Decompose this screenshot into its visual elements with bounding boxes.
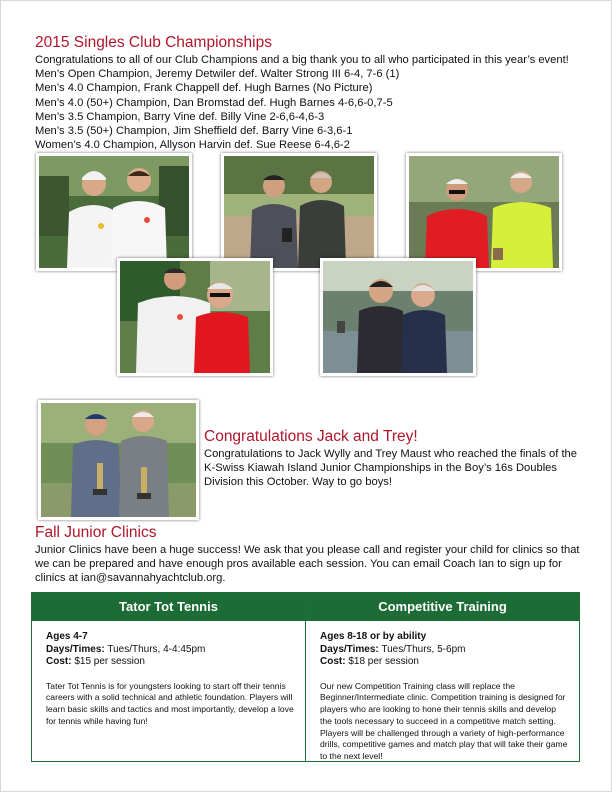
tator-tot-cost: $15 per session — [74, 656, 145, 667]
competitive-training-header: Competitive Training — [306, 593, 579, 621]
column-divider — [305, 593, 306, 761]
competitive-description: Our new Competition Training class will replace the Beginner/Intermediate clinic. Competition training is designed for players who are looking to hone their tennis skills and develop the tools necessary to succeed in a competitive match setting. Players will be challenged through a variety of high-performance drills, competitive games and match play that will take their game to the next level! — [320, 680, 568, 762]
tator-tot-ages: Ages 4-7 — [46, 631, 88, 642]
competitive-training-cell — [320, 631, 570, 763]
competitive-cost: $18 per session — [348, 656, 419, 667]
tator-tot-days: Tues/Thurs, 4-4:45pm — [107, 643, 206, 655]
result-line: Men’s 4.0 (50+) Champion, Dan Bromstad def. Hugh Barnes 4-6,6-0,7-5 — [35, 96, 393, 109]
juniors-photo — [38, 400, 199, 520]
tator-tot-header: Tator Tot Tennis — [32, 593, 305, 621]
programs-table — [31, 592, 580, 762]
championships-intro: Congratulations to all of our Club Champions and a big thank you to all who participated in this year’s event! — [35, 54, 569, 66]
competitive-days: Tues/Thurs, 5-6pm — [381, 643, 466, 655]
championships-title: 2015 Singles Club Championships — [35, 34, 272, 51]
cost-label: Cost: — [46, 656, 72, 667]
clinics-body: Junior Clinics have been a huge success! We ask that you please call and register your child for clinics so that we can be prepared and have enough pros available each session. You can email Coach Ian to sign up for clinics at ian@savannahyachtclub.org. — [35, 544, 580, 585]
cost-label: Cost: — [320, 656, 346, 667]
result-line: Men’s 3.5 Champion, Barry Vine def. Billy Vine 2-6,6-4,6-3 — [35, 110, 325, 123]
result-line: Women’s 4.0 Champion, Allyson Harvin def. Sue Reese 6-4,6-2 — [35, 139, 350, 152]
champions-photo-womens — [320, 258, 476, 376]
juniors-title: Congratulations Jack and Trey! — [204, 428, 418, 445]
days-label: Days/Times: — [46, 643, 105, 655]
days-label: Days/Times: — [320, 643, 379, 655]
juniors-body: Congratulations to Jack Wylly and Trey Maust who reached the finals of the K-Swiss Kiawah Island Junior Championships in the Boy’s 16s Doubles Division this October. Way to go boys! — [204, 448, 578, 489]
clinics-title: Fall Junior Clinics — [35, 524, 157, 541]
result-line: Men’s Open Champion, Jeremy Detwiler def. Walter Strong III 6-4, 7-6 (1) — [35, 68, 400, 81]
tator-tot-cell — [46, 631, 296, 728]
championships-text — [35, 53, 585, 152]
competitive-ages: Ages 8-18 or by ability — [320, 631, 427, 642]
champions-photo-open — [36, 153, 192, 271]
tator-tot-description: Tater Tot Tennis is for youngsters looking to start off their tennis careers with a solid technical and athletic foundation. Players will learn basic skills and tactics and most importantly, develop a love for tennis while having fun! — [46, 680, 294, 726]
champions-photo-4-0-50 — [221, 153, 377, 271]
result-line: Men’s 4.0 Champion, Frank Chappell def. Hugh Barnes (No Picture) — [35, 82, 373, 95]
champions-photo-3-5 — [406, 153, 562, 271]
champions-photo-3-5-50 — [117, 258, 273, 376]
result-line: Men’s 3.5 (50+) Champion, Jim Sheffield def. Barry Vine 6-3,6-1 — [35, 125, 353, 138]
